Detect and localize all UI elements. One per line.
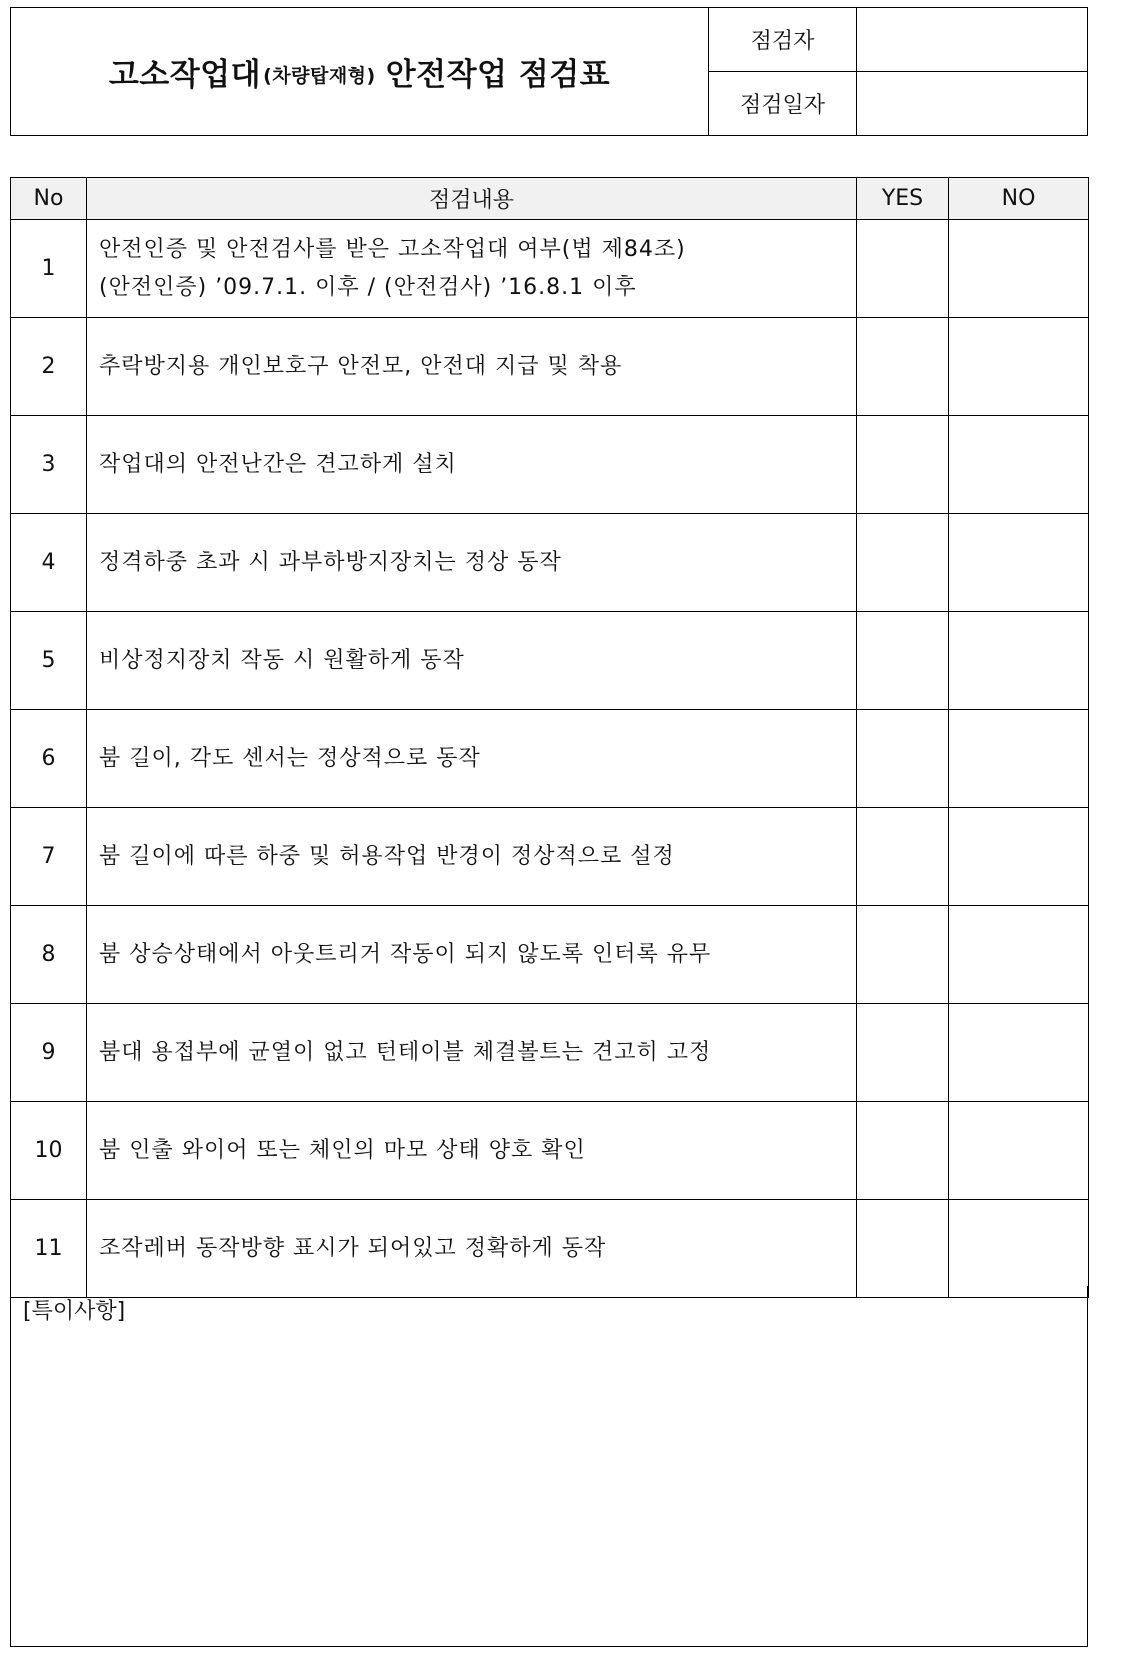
inspection-item [87,416,857,514]
yes-check-cell[interactable] [857,416,949,514]
yes-check-cell[interactable] [857,318,949,416]
table-row [11,318,1089,416]
row-number: 10 [11,1102,87,1200]
inspection-item [87,1200,857,1298]
title-subtitle: (차량탑재형) [263,65,376,87]
checklist-table [10,177,1089,1298]
inspection-item [87,808,857,906]
table-row [11,808,1089,906]
column-header-content: 점검내용 [87,178,857,220]
row-number: 2 [11,318,87,416]
yes-check-cell[interactable] [857,612,949,710]
inspection-item-text: 붐 인출 와이어 또는 체인의 마모 상태 양호 확인 [99,1137,586,1163]
inspection-item-text: 붐대 용접부에 균열이 없고 턴테이블 체결볼트는 견고히 고정 [99,1039,712,1065]
yes-check-cell[interactable] [857,514,949,612]
inspection-item-text: 조작레버 동작방향 표시가 되어있고 정확하게 동작 [99,1235,607,1261]
row-number: 8 [11,906,87,1004]
inspection-item [87,710,857,808]
inspection-item [87,1004,857,1102]
inspection-item [87,906,857,1004]
no-check-cell[interactable] [949,1200,1089,1298]
table-row [11,612,1089,710]
remarks-section[interactable] [10,1286,1088,1647]
table-row [11,1102,1089,1200]
inspection-item [87,220,857,318]
no-check-cell[interactable] [949,710,1089,808]
yes-check-cell[interactable] [857,1004,949,1102]
title-main: 고소작업대 [108,57,262,93]
inspection-item [87,514,857,612]
no-check-cell[interactable] [949,808,1089,906]
form-title [11,8,709,135]
table-row [11,514,1089,612]
no-check-cell[interactable] [949,612,1089,710]
table-row [11,220,1089,318]
table-row [11,1200,1089,1298]
yes-check-cell[interactable] [857,808,949,906]
yes-check-cell[interactable] [857,906,949,1004]
yes-check-cell[interactable] [857,220,949,318]
table-row [11,1004,1089,1102]
column-header-yes: YES [857,178,949,220]
row-number: 9 [11,1004,87,1102]
inspection-item-text: 추락방지용 개인보호구 안전모, 안전대 지급 및 착용 [99,353,623,379]
inspection-item-text: 붐 길이에 따른 하중 및 허용작업 반경이 정상적으로 설정 [99,843,675,869]
yes-check-cell[interactable] [857,1102,949,1200]
yes-check-cell[interactable] [857,710,949,808]
table-row [11,710,1089,808]
row-number: 6 [11,710,87,808]
remarks-label: [특이사항] [23,1299,126,1324]
row-number: 4 [11,514,87,612]
form-header [10,7,1088,136]
column-header-no-check: NO [949,178,1089,220]
inspection-item-text: 붐 상승상태에서 아웃트리거 작동이 되지 않도록 인터록 유무 [99,941,712,967]
no-check-cell[interactable] [949,906,1089,1004]
inspection-item-text: 정격하중 초과 시 과부하방지장치는 정상 동작 [99,549,562,575]
no-check-cell[interactable] [949,416,1089,514]
row-number: 5 [11,612,87,710]
row-number: 1 [11,220,87,318]
title-tail: 안전작업 점검표 [385,57,611,93]
inspector-field[interactable] [857,8,1087,72]
row-number: 3 [11,416,87,514]
no-check-cell[interactable] [949,1004,1089,1102]
column-header-no: No [11,178,87,220]
inspection-item [87,318,857,416]
no-check-cell[interactable] [949,318,1089,416]
inspection-date-label: 점검일자 [709,72,857,135]
inspector-label: 점검자 [709,8,857,72]
inspection-item-text: 작업대의 안전난간은 견고하게 설치 [99,451,457,477]
inspection-item-text: 붐 길이, 각도 센서는 정상적으로 동작 [99,745,481,771]
table-row [11,416,1089,514]
table-row [11,906,1089,1004]
no-check-cell[interactable] [949,220,1089,318]
no-check-cell[interactable] [949,514,1089,612]
no-check-cell[interactable] [949,1102,1089,1200]
row-number: 7 [11,808,87,906]
inspection-item-text: 비상정지장치 작동 시 원활하게 동작 [99,647,465,673]
inspection-date-field[interactable] [857,72,1087,135]
row-number: 11 [11,1200,87,1298]
yes-check-cell[interactable] [857,1200,949,1298]
inspection-item [87,1102,857,1200]
table-header-row [11,178,1089,220]
inspection-item [87,612,857,710]
inspection-item-text: 안전인증 및 안전검사를 받은 고소작업대 여부(법 제84조) [99,236,686,262]
inspection-item-note: (안전인증) ’09.7.1. 이후 / (안전검사) ’16.8.1 이후 [99,274,637,300]
